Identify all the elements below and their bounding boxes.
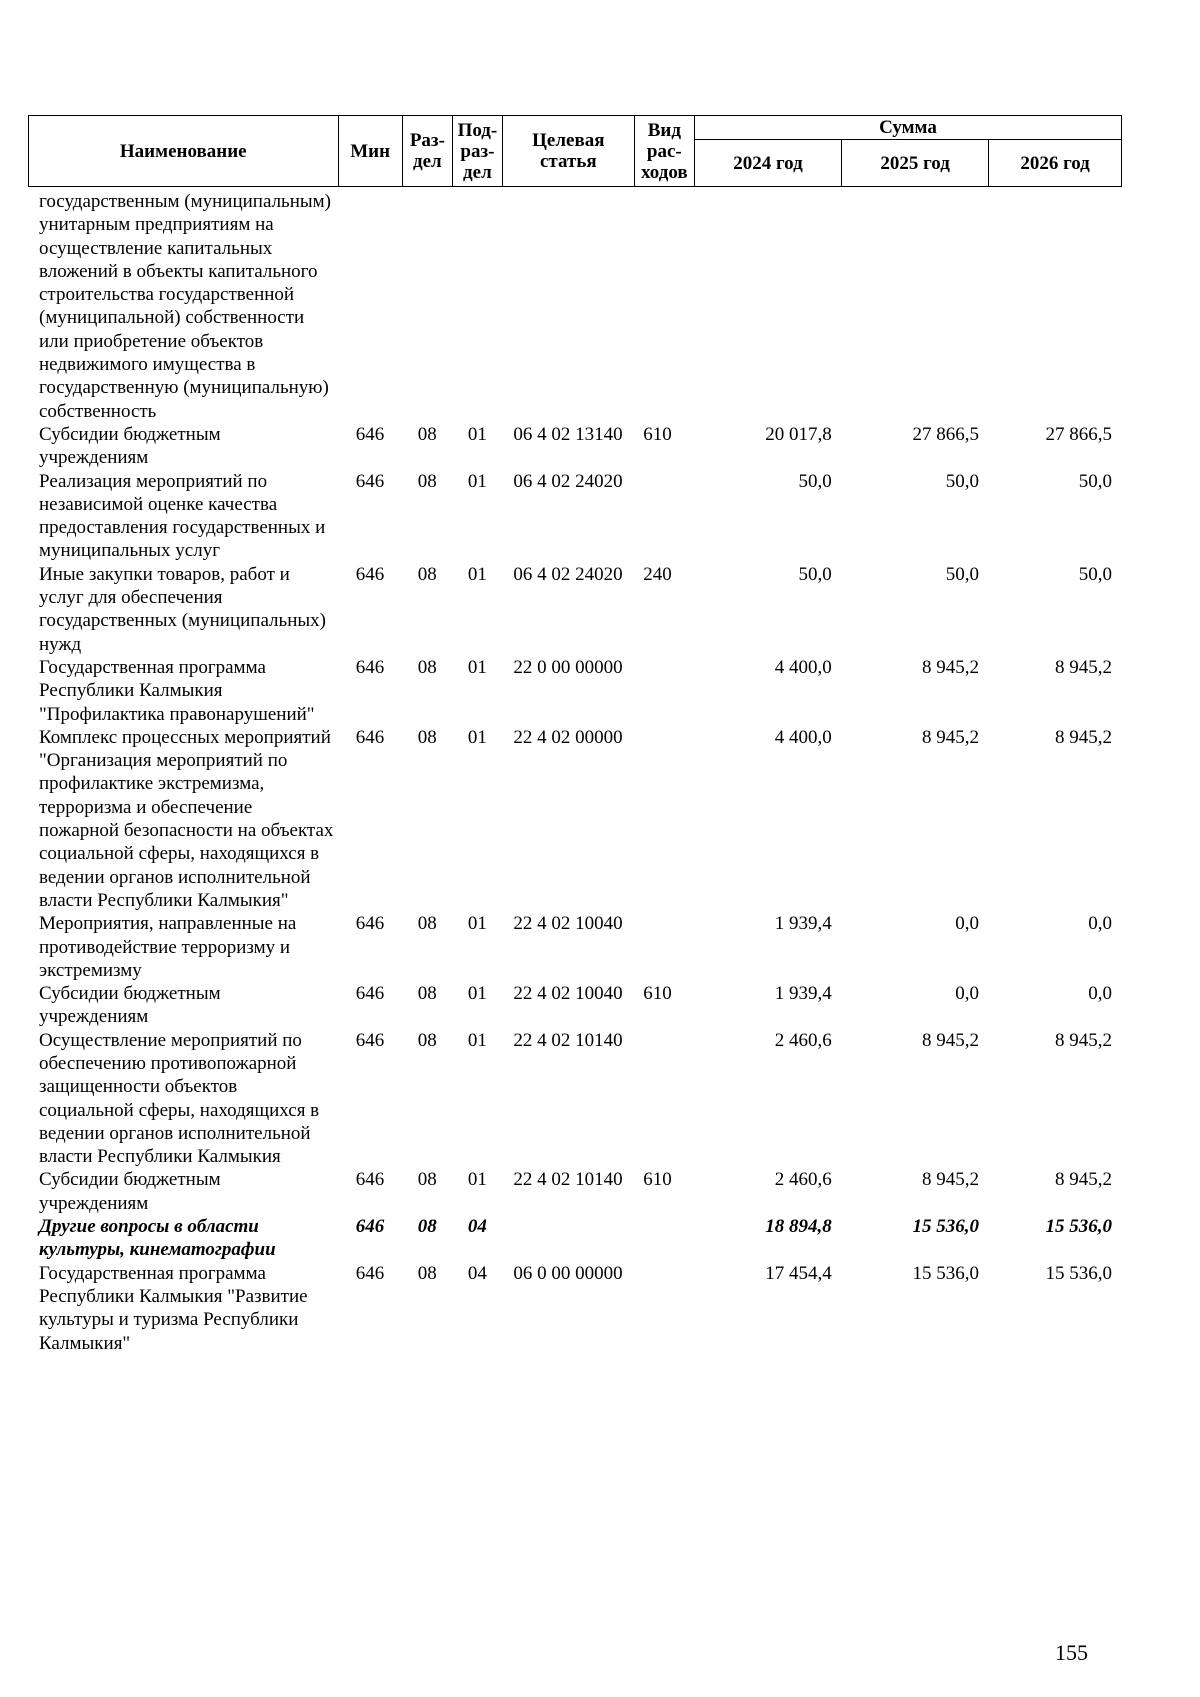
cell-name: государственным (муниципальным) унитарным предприятиям на осуществление капитальных вложений в объекты капитального строительства государственной (муниципальной) собственности или приобретение объектов недвижимого имущества в государственную (муниципальную) собственность xyxy=(39,191,332,422)
cell-name: Осуществление мероприятий по обеспечению противопожарной защищенности объектов социальной сферы, находящихся в ведении органов исполнительной власти Республики Калмыкия xyxy=(39,1029,320,1168)
cell-razdel: 08 xyxy=(417,726,437,748)
table-row xyxy=(28,423,1122,470)
cell-razdel xyxy=(402,190,452,423)
cell-2024: 20 017,8 xyxy=(765,423,832,445)
cell-razdel: 08 xyxy=(417,470,437,492)
header-2026: 2026 год xyxy=(989,140,1122,187)
cell-target: 06 4 02 13140 xyxy=(513,423,623,445)
cell-vid xyxy=(634,656,694,726)
cell-razdel: 08 xyxy=(417,1029,437,1051)
header-razdel: Раз- дел xyxy=(402,116,452,187)
header-2025: 2025 год xyxy=(842,140,989,187)
cell-razdel: 08 xyxy=(417,983,437,1005)
cell-2025: 0,0 xyxy=(955,913,980,935)
cell-podrazdel: 01 xyxy=(467,1029,487,1051)
cell-min: 646 xyxy=(355,1216,385,1238)
header-name: Наименование xyxy=(29,116,339,187)
cell-name: Субсидии бюджетным учреждениям xyxy=(39,423,221,469)
header-2024: 2024 год xyxy=(694,140,841,187)
cell-podrazdel xyxy=(452,190,502,423)
cell-2026: 8 945,2 xyxy=(1055,656,1112,678)
cell-target: 06 4 02 24020 xyxy=(513,470,623,492)
cell-min: 646 xyxy=(355,726,385,748)
cell-vid: 240 xyxy=(643,563,672,585)
cell-podrazdel: 01 xyxy=(467,913,487,935)
cell-target: 06 4 02 24020 xyxy=(513,563,623,585)
cell-podrazdel: 01 xyxy=(467,470,487,492)
cell-target: 22 4 02 10140 xyxy=(513,1029,623,1051)
cell-razdel: 08 xyxy=(417,1262,437,1284)
cell-min xyxy=(338,190,402,423)
cell-2025: 15 536,0 xyxy=(912,1262,980,1284)
cell-2024: 4 400,0 xyxy=(774,656,832,678)
cell-target: 22 4 02 10140 xyxy=(513,1169,623,1191)
cell-podrazdel: 04 xyxy=(467,1216,487,1238)
cell-target: 22 4 02 10040 xyxy=(513,913,623,935)
header-target: Целевая статья xyxy=(502,116,634,187)
cell-2024 xyxy=(695,190,842,423)
cell-target: 22 4 02 00000 xyxy=(513,726,623,748)
cell-2026 xyxy=(989,190,1122,423)
cell-vid xyxy=(634,1262,694,1355)
cell-2026: 0,0 xyxy=(1088,913,1112,935)
cell-2024: 4 400,0 xyxy=(774,726,832,748)
table-row xyxy=(28,563,1122,656)
header-min: Мин xyxy=(338,116,402,187)
header-vid: Вид рас- ходов xyxy=(634,116,694,187)
cell-2025 xyxy=(842,190,989,423)
table-row xyxy=(28,1262,1122,1355)
cell-min: 646 xyxy=(355,656,385,678)
table-row xyxy=(28,470,1122,563)
cell-2024: 17 454,4 xyxy=(765,1262,832,1284)
cell-2025: 50,0 xyxy=(945,563,980,585)
table-row xyxy=(28,982,1122,1029)
cell-min: 646 xyxy=(355,1262,385,1284)
cell-podrazdel: 01 xyxy=(467,563,487,585)
cell-min: 646 xyxy=(355,983,385,1005)
cell-target: 06 0 00 00000 xyxy=(513,1262,623,1284)
cell-2026: 8 945,2 xyxy=(1055,726,1112,748)
cell-podrazdel: 01 xyxy=(467,726,487,748)
cell-2025: 8 945,2 xyxy=(922,656,980,678)
cell-vid xyxy=(634,1215,694,1262)
cell-2025: 27 866,5 xyxy=(912,423,980,445)
cell-min: 646 xyxy=(355,470,385,492)
cell-2025: 0,0 xyxy=(955,983,980,1005)
cell-podrazdel: 01 xyxy=(467,656,487,678)
cell-min: 646 xyxy=(355,1029,385,1051)
cell-vid: 610 xyxy=(643,1169,672,1191)
table-row xyxy=(28,190,1122,423)
cell-2024: 50,0 xyxy=(798,470,832,492)
cell-podrazdel: 01 xyxy=(467,1169,487,1191)
cell-name: Субсидии бюджетным учреждениям xyxy=(39,1169,221,1214)
cell-razdel: 08 xyxy=(417,1169,437,1191)
cell-name: Государственная программа Республики Калмыкия "Развитие культуры и туризма Республики Калмыкия" xyxy=(39,1262,308,1354)
cell-name: Мероприятия, направленные на противодействие терроризму и экстремизму xyxy=(39,913,297,981)
cell-2026: 15 536,0 xyxy=(1045,1216,1112,1238)
table-row xyxy=(28,726,1122,912)
cell-target xyxy=(502,190,634,423)
cell-2024: 1 939,4 xyxy=(774,983,832,1005)
table-row xyxy=(28,1168,1122,1215)
cell-target: 22 0 00 00000 xyxy=(513,656,623,678)
cell-2024: 2 460,6 xyxy=(774,1169,832,1191)
cell-2026: 15 536,0 xyxy=(1045,1262,1112,1284)
table-row xyxy=(28,1029,1122,1169)
budget-table xyxy=(28,190,1122,1355)
cell-podrazdel: 04 xyxy=(467,1262,487,1284)
table-row xyxy=(28,1215,1122,1262)
cell-target xyxy=(502,1215,634,1262)
cell-2025: 8 945,2 xyxy=(922,726,980,748)
cell-2024: 1 939,4 xyxy=(774,913,832,935)
cell-2025: 8 945,2 xyxy=(922,1029,980,1051)
cell-2024: 50,0 xyxy=(798,563,832,585)
header-podrazdel: Под- раз- дел xyxy=(452,116,502,187)
cell-name: Комплекс процессных мероприятий "Организация мероприятий по профилактике экстремизма, терроризма и обеспечение пожарной безопасности на объектах социальной сферы, находящихся в ведении органов исполнительной власти Республики Калмыкия" xyxy=(39,726,334,911)
cell-razdel: 08 xyxy=(417,563,437,585)
page-number: 155 xyxy=(1055,1640,1088,1665)
cell-vid xyxy=(634,1029,694,1169)
cell-min: 646 xyxy=(355,913,385,935)
cell-name: Иные закупки товаров, работ и услуг для обеспечения государственных (муниципальных) нужд xyxy=(39,563,326,655)
cell-2026: 8 945,2 xyxy=(1055,1029,1112,1051)
table-body xyxy=(28,190,1122,1355)
cell-min: 646 xyxy=(355,563,385,585)
cell-2026: 50,0 xyxy=(1078,563,1112,585)
cell-razdel: 08 xyxy=(417,656,437,678)
cell-name: Реализация мероприятий по независимой оценке качества предоставления государственных и муниципальных услуг xyxy=(39,470,326,562)
table-header xyxy=(28,115,1122,187)
cell-razdel: 08 xyxy=(417,423,437,445)
cell-2025: 15 536,0 xyxy=(912,1216,980,1238)
cell-2025: 8 945,2 xyxy=(922,1169,980,1191)
cell-2024: 18 894,8 xyxy=(765,1216,832,1238)
cell-podrazdel: 01 xyxy=(467,983,487,1005)
header-sum: Сумма xyxy=(694,116,1121,140)
cell-name: Другие вопросы в области культуры, кинематографии xyxy=(39,1216,276,1261)
cell-2026: 50,0 xyxy=(1078,470,1112,492)
cell-vid xyxy=(634,190,694,423)
table-row xyxy=(28,656,1122,726)
cell-2024: 2 460,6 xyxy=(774,1029,832,1051)
cell-target: 22 4 02 10040 xyxy=(513,983,623,1005)
cell-razdel: 08 xyxy=(417,1216,437,1238)
cell-vid xyxy=(634,912,694,982)
cell-razdel: 08 xyxy=(417,913,437,935)
cell-name: Государственная программа Республики Калмыкия "Профилактика правонарушений" xyxy=(39,656,315,725)
cell-2026: 0,0 xyxy=(1088,983,1112,1005)
cell-podrazdel: 01 xyxy=(467,423,487,445)
cell-vid xyxy=(634,470,694,563)
cell-2026: 8 945,2 xyxy=(1055,1169,1112,1191)
cell-2026: 27 866,5 xyxy=(1045,423,1112,445)
table-row xyxy=(28,912,1122,982)
cell-vid: 610 xyxy=(643,423,672,445)
cell-vid xyxy=(634,726,694,912)
cell-min: 646 xyxy=(355,423,385,445)
cell-vid: 610 xyxy=(643,983,672,1005)
cell-name: Субсидии бюджетным учреждениям xyxy=(39,983,221,1028)
cell-min: 646 xyxy=(355,1169,385,1191)
cell-2025: 50,0 xyxy=(945,470,980,492)
